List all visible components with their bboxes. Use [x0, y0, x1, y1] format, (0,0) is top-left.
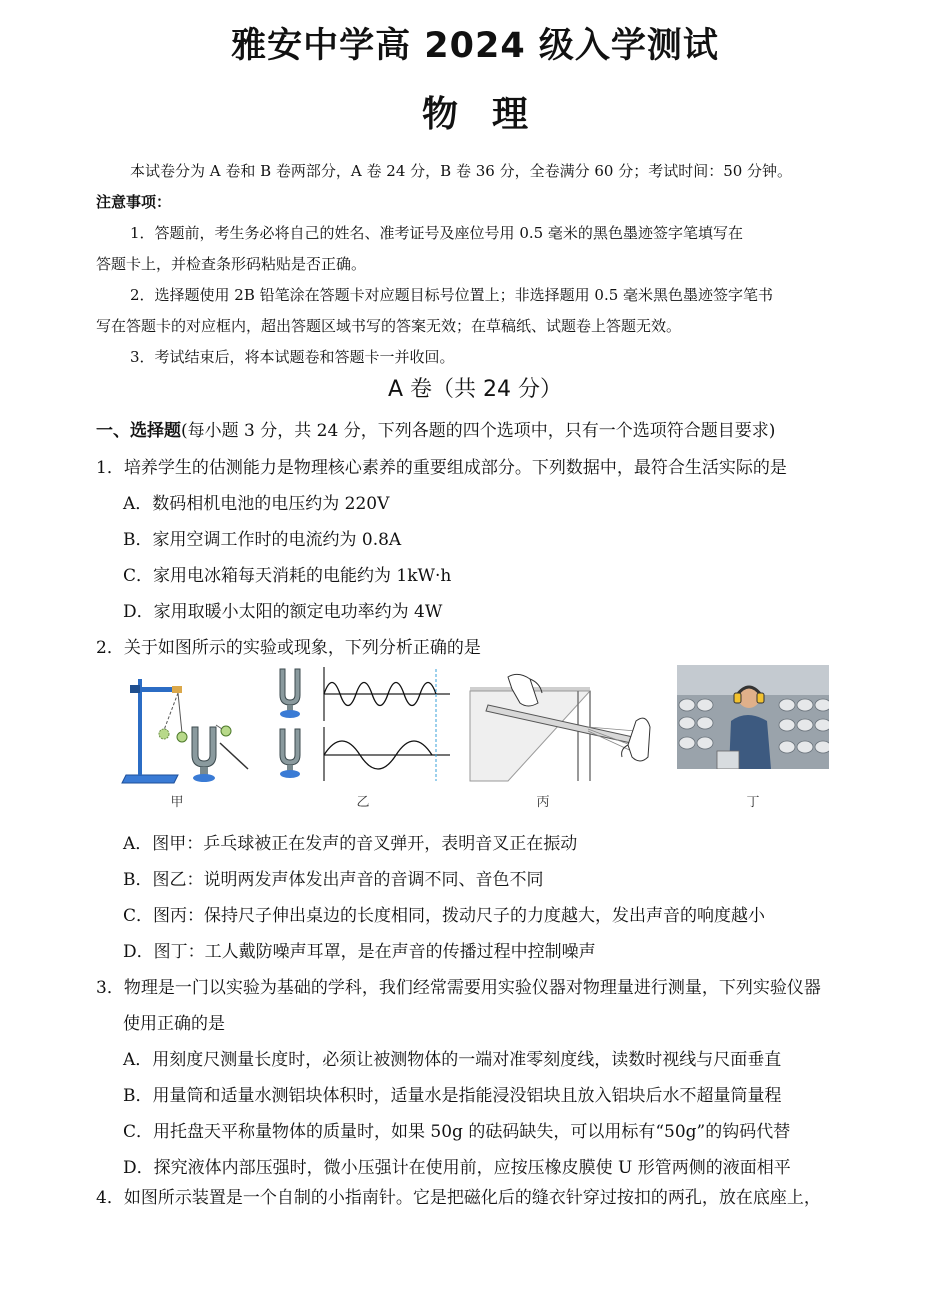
note-1-line-2: 答题卡上，并检查条形码粘贴是否正确。	[96, 255, 367, 273]
q3-option-c: C．用托盘天平称量物体的质量时，如果 50g 的砝码缺失，可以用标有“50g”的钩码代替	[123, 1122, 791, 1142]
exam-title: 雅安中学高 2024 级入学测试	[231, 26, 719, 66]
q3-stem-line-1: 3．物理是一门以实验为基础的学科，我们经常需要用实验仪器对物理量进行测量，下列实验仪器	[96, 978, 821, 998]
section-a-title: A 卷（共 24 分）	[387, 377, 563, 402]
q2-option-b: B．图乙：说明两发声体发出声音的音调不同、音色不同	[123, 870, 544, 890]
q1-option-a: A．数码相机电池的电压约为 220V	[123, 494, 390, 514]
part-label: 一、选择题	[96, 421, 181, 441]
part-heading	[96, 416, 876, 441]
note-2-line-1: 2．选择题使用 2B 铅笔涂在答题卡对应题目标号位置上；非选择题用 0.5 毫米黑色墨迹签字笔书	[130, 286, 774, 304]
q3-option-a: A．用刻度尺测量长度时，必须让被测物体的一端对准零刻度线，读数时视线与尺面垂直	[123, 1050, 782, 1070]
q2-option-c: C．图丙：保持尺子伸出桌边的长度相同，拨动尺子的力度越大，发出声音的响度越小	[123, 906, 766, 926]
figure-yi-waveforms	[272, 665, 452, 787]
q1-option-b: B．家用空调工作时的电流约为 0.8A	[123, 530, 402, 550]
q3-option-d: D．探究液体内部压强时，微小压强计在使用前，应按压橡皮膜使 U 形管两侧的液面相平	[123, 1158, 791, 1178]
note-3: 3．考试结束后，将本试题卷和答题卡一并收回。	[130, 348, 455, 366]
q3-stem-line-2: 使用正确的是	[123, 1014, 225, 1034]
q1-option-c: C．家用电冰箱每天消耗的电能约为 1kW·h	[123, 566, 452, 586]
caption-yi: 乙	[356, 795, 370, 810]
q2-figures	[120, 665, 840, 815]
q3-option-b: B．用量筒和适量水测铝块体积时，适量水是指能浸没铝块且放入铝块后水不超量筒量程	[123, 1086, 782, 1106]
note-2-line-2: 写在答题卡的对应框内，超出答题区域书写的答案无效；在草稿纸、试题卷上答题无效。	[96, 317, 682, 335]
figure-bing-ruler	[468, 665, 658, 787]
figure-ding-worker-earmuffs	[677, 665, 829, 769]
subject-title: 物理	[421, 94, 562, 135]
exam-summary: 本试卷分为 A 卷和 B 卷两部分，A 卷 24 分，B 卷 36 分，全卷满分 60 分；考试时间：50 分钟。	[130, 162, 793, 180]
figure-jia-tuning-fork-ball	[120, 665, 255, 787]
caption-jia: 甲	[170, 795, 184, 810]
part-description: (每小题 3 分，共 24 分，下列各题的四个选项中，只有一个选项符合题目要求)	[181, 421, 776, 441]
notice-label: 注意事项：	[96, 193, 172, 211]
caption-ding: 丁	[746, 795, 760, 810]
q2-option-a: A．图甲：乒乓球被正在发声的音叉弹开，表明音叉正在振动	[123, 834, 578, 854]
q4-stem: 4．如图所示装置是一个自制的小指南针。它是把磁化后的缝衣针穿过按扣的两孔，放在底座上，	[96, 1188, 821, 1208]
q1-option-d: D．家用取暖小太阳的额定电功率约为 4W	[123, 602, 443, 622]
note-1-line-1: 1．答题前，考生务必将自己的姓名、准考证号及座位号用 0.5 毫米的黑色墨迹签字笔填写在	[130, 224, 743, 242]
q2-option-d: D．图丁：工人戴防噪声耳罩，是在声音的传播过程中控制噪声	[123, 942, 596, 962]
q1-stem: 1．培养学生的估测能力是物理核心素养的重要组成部分。下列数据中，最符合生活实际的是	[96, 458, 787, 478]
caption-bing: 丙	[536, 795, 550, 810]
q2-stem: 2．关于如图所示的实验或现象，下列分析正确的是	[96, 638, 481, 658]
